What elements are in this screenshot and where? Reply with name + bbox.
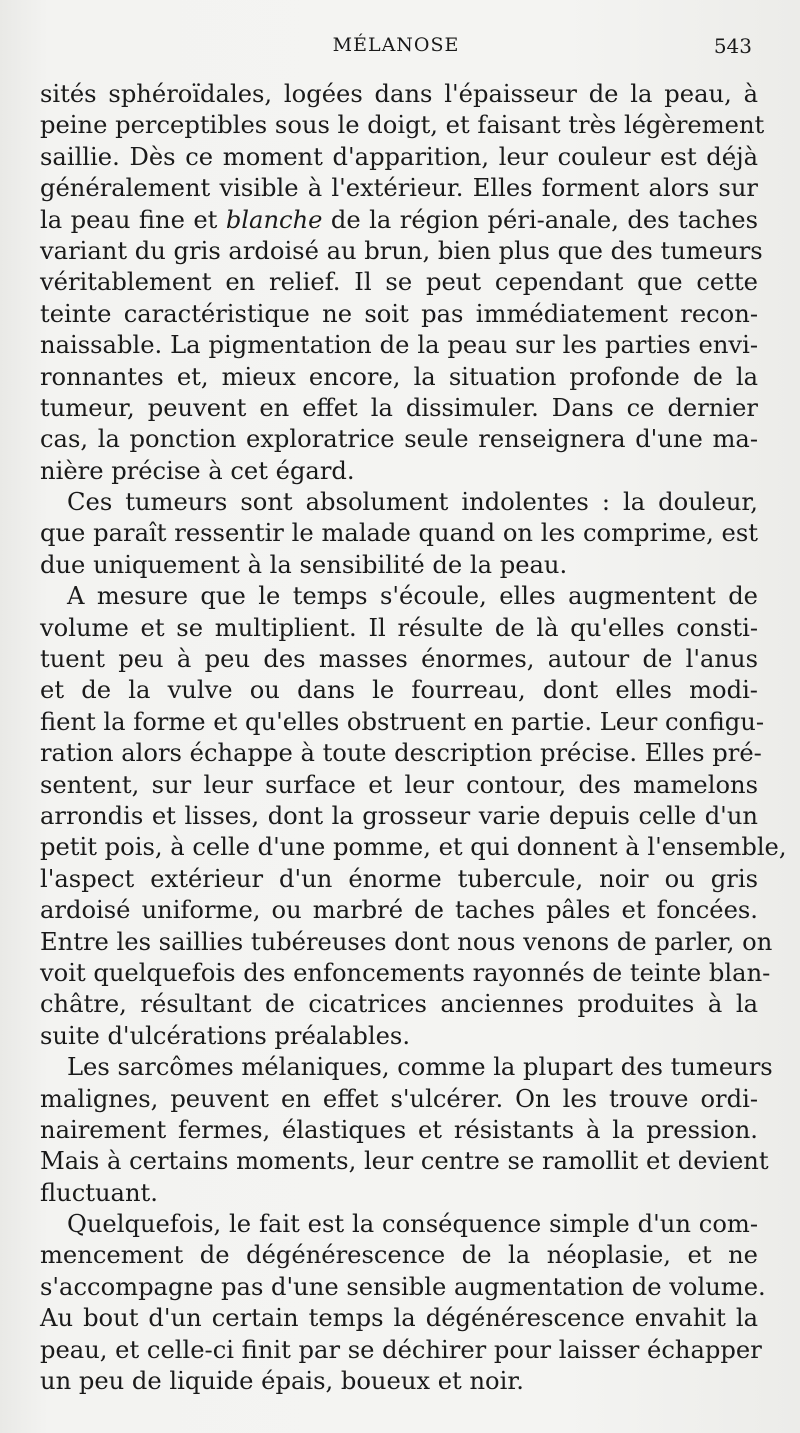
text-line (40, 330, 758, 361)
line-text: châtre, résultant de cicatrices anciennes produites à la (40, 990, 758, 1019)
text-line (40, 1084, 758, 1115)
text-line (40, 142, 758, 173)
line-text: petit pois, à celle d'une pomme, et qui donnent à l'ensemble, (40, 833, 787, 862)
text-line (40, 644, 758, 675)
line-text: peine perceptibles sous le doigt, et faisant très légèrement (40, 111, 765, 140)
text-line (40, 362, 758, 393)
text-line (40, 707, 764, 738)
line-text: variant du gris ardoisé au brun, bien plus que des tumeurs (40, 236, 763, 265)
line-text: malignes, peuvent en effet s'ulcérer. On les trouve ordi- (40, 1084, 758, 1113)
line-text: suite d'ulcérations préalables. (40, 1021, 411, 1050)
line-text: un peu de liquide épais, boueux et noir. (40, 1367, 524, 1396)
text-line (40, 989, 758, 1020)
text-line (40, 236, 763, 267)
text-line (40, 487, 758, 518)
text-line (40, 456, 758, 487)
running-title: MÉLANOSE (332, 34, 460, 56)
text-line (40, 205, 758, 236)
line-text: A mesure que le temps s'écoule, elles augmentent de (67, 582, 758, 611)
text-line (40, 1366, 758, 1397)
text-line (40, 299, 758, 330)
line-text: Les sarcômes mélaniques, comme la plupart des tumeurs (67, 1053, 773, 1082)
page-header (40, 34, 752, 64)
text-line (40, 801, 758, 832)
text-line (40, 518, 758, 549)
text-line (40, 550, 758, 581)
line-text: voit quelquefois des enfoncements rayonnés de teinte blan- (40, 958, 771, 987)
text-line (40, 958, 771, 989)
line-text: et de la vulve ou dans le fourreau, dont elles modi- (40, 676, 758, 705)
text-line (40, 1146, 769, 1177)
line-text: tuent peu à peu des masses énormes, autour de l'anus (40, 645, 758, 674)
text-line (40, 675, 758, 706)
line-text: s'accompagne pas d'une sensible augmentation de volume. (40, 1272, 766, 1301)
line-text: généralement visible à l'extérieur. Elles forment alors sur (40, 174, 758, 203)
text-line (40, 1178, 758, 1209)
line-text: cas, la ponction exploratrice seule renseignera d'une ma- (40, 425, 758, 454)
text-line (40, 895, 758, 926)
text-line (40, 738, 762, 769)
text-line (40, 267, 758, 298)
line-text: la peau fine et (40, 205, 226, 234)
body-text (40, 79, 787, 1397)
line-text: nairement fermes, élastiques et résistants à la pression. (40, 1115, 758, 1144)
line-text: mencement de dégénérescence de la néoplasie, et ne (40, 1241, 758, 1270)
line-text: sentent, sur leur surface et leur contour, des mamelons (40, 770, 758, 799)
line-text: fient la forme et qu'elles obstruent en partie. Leur configu- (40, 707, 764, 736)
line-text: saillie. Dès ce moment d'apparition, leur couleur est déjà (40, 142, 758, 171)
text-line (40, 1303, 758, 1334)
text-line (40, 110, 765, 141)
italic-word: blanche (225, 205, 323, 234)
text-line (40, 864, 758, 895)
line-text: ronnantes et, mieux encore, la situation profonde de la (40, 362, 758, 391)
text-line (40, 832, 787, 863)
text-line (40, 393, 758, 424)
text-line (40, 1272, 766, 1303)
line-text: naissable. La pigmentation de la peau sur les parties envi- (40, 331, 758, 360)
line-text: tumeur, peuvent en effet la dissimuler. Dans ce dernier (40, 393, 758, 422)
text-line (40, 173, 758, 204)
line-text: nière précise à cet égard. (40, 456, 355, 485)
line-text: Mais à certains moments, leur centre se ramollit et devient (40, 1147, 769, 1176)
text-line (40, 770, 758, 801)
line-text: Entre les saillies tubéreuses dont nous venons de parler, on (40, 927, 773, 956)
page-number: 543 (713, 34, 752, 58)
line-text: de la région péri-anale, des taches (322, 205, 759, 234)
line-text: volume et se multiplient. Il résulte de là qu'elles consti- (40, 613, 758, 642)
line-text: fluctuant. (40, 1178, 158, 1207)
text-line (40, 424, 758, 455)
line-text: véritablement en relief. Il se peut cependant que cette (40, 268, 758, 297)
text-line (40, 1021, 758, 1052)
text-line (40, 927, 773, 958)
line-text: arrondis et lisses, dont la grosseur varie depuis celle d'un (40, 801, 758, 830)
text-line (40, 1209, 758, 1240)
text-line (40, 613, 758, 644)
line-text: ardoisé uniforme, ou marbré de taches pâles et foncées. (40, 896, 758, 925)
line-text: que paraît ressentir le malade quand on les comprime, est (40, 519, 758, 548)
text-line (40, 1240, 758, 1271)
text-line (40, 1335, 762, 1366)
text-line (40, 1115, 758, 1146)
text-line (40, 1052, 773, 1083)
line-text: Quelquefois, le fait est la conséquence simple d'un com- (67, 1210, 758, 1239)
line-text: due uniquement à la sensibilité de la peau. (40, 550, 568, 579)
text-line (40, 79, 758, 110)
line-text: sités sphéroïdales, logées dans l'épaisseur de la peau, à (40, 80, 758, 108)
line-text: ration alors échappe à toute description précise. Elles pré- (40, 739, 762, 768)
line-text: peau, et celle-ci finit par se déchirer pour laisser échapper (40, 1335, 762, 1364)
line-text: Au bout d'un certain temps la dégénérescence envahit la (40, 1304, 758, 1333)
line-text: l'aspect extérieur d'un énorme tubercule, noir ou gris (40, 864, 758, 893)
line-text: Ces tumeurs sont absolument indolentes : la douleur, (67, 488, 758, 517)
text-line (40, 581, 758, 612)
line-text: teinte caractéristique ne soit pas immédiatement recon- (40, 299, 758, 328)
